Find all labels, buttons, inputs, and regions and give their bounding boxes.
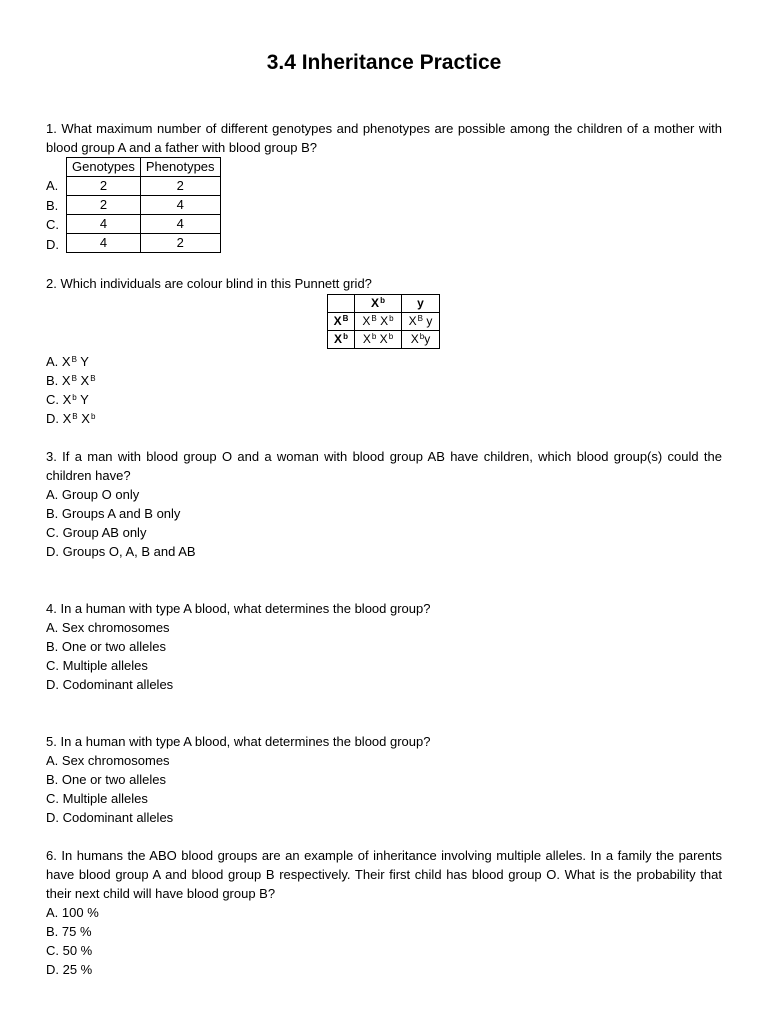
q5-option-c: C. Multiple alleles <box>46 791 148 806</box>
question-4 <box>46 599 722 694</box>
q1-cell-phenotypes: 2 <box>140 177 220 196</box>
punnett-row <box>328 331 440 349</box>
q1-cell-phenotypes: 4 <box>140 196 220 215</box>
question-6 <box>46 846 722 979</box>
q3-option-a: A. Group O only <box>46 487 140 502</box>
q1-letter-b: B. <box>46 197 59 213</box>
q1-cell-genotypes: 2 <box>67 177 141 196</box>
punnett-col-header: y <box>402 295 440 313</box>
punnett-cell: $X^B$ $X^b$ <box>355 313 402 331</box>
question-5-text: 5. In a human with type A blood, what determines the blood group? <box>46 734 431 749</box>
q6-option-a: A. 100 % <box>46 905 99 920</box>
question-2-text: 2. Which individuals are colour blind in this Punnett grid? <box>46 276 372 291</box>
table-row <box>67 215 221 234</box>
table-row <box>67 177 221 196</box>
punnett-cell: $X^B$ y <box>402 313 440 331</box>
q4-option-b: B. One or two alleles <box>46 639 166 654</box>
table-row <box>67 234 221 253</box>
punnett-row-header: $X^B$ <box>328 313 355 331</box>
q4-option-d: D. Codominant alleles <box>46 677 174 692</box>
q4-option-a: A. Sex chromosomes <box>46 620 170 635</box>
q2-option-a: A. $X^B$ Y <box>46 354 89 369</box>
q1-header-phenotypes: Phenotypes <box>140 158 220 177</box>
punnett-row <box>328 313 440 331</box>
q6-option-c: C. 50 % <box>46 943 93 958</box>
punnett-corner-cell <box>328 295 355 313</box>
punnett-cell: $X^by$ <box>402 331 440 349</box>
q1-letter-d: D. <box>46 236 59 252</box>
q3-option-c: C. Group AB only <box>46 525 147 540</box>
q1-table <box>66 157 221 253</box>
q5-option-b: B. One or two alleles <box>46 772 166 787</box>
page-title: 3.4 Inheritance Practice <box>266 51 502 74</box>
question-6-text: 6. In humans the ABO blood groups are an example of inheritance involving multiple alleles. In a family the parents have blood group A and blood group B respectively. Their first child has blood group O. What is the probability that their next child will have blood group B? <box>46 848 722 901</box>
q1-cell-genotypes: 4 <box>67 215 141 234</box>
question-5 <box>46 732 722 827</box>
q1-option-letters <box>46 176 66 254</box>
q2-option-d: D. $X^B$ $X^b$ <box>46 411 96 426</box>
q1-cell-genotypes: 2 <box>67 196 141 215</box>
punnett-col-header: $X^b$ <box>355 295 402 313</box>
punnett-header-row <box>328 295 440 313</box>
q6-option-b: B. 75 % <box>46 924 92 939</box>
punnett-cell: $X^b$ $X^b$ <box>355 331 402 349</box>
q2-option-b: B. $X^B$ $X^B$ <box>46 373 96 388</box>
punnett-grid <box>327 294 440 349</box>
question-1-text: 1. What maximum number of different genotypes and phenotypes are possible among the children of a mother with blood group A and a father with blood group B? <box>46 121 722 155</box>
table-row <box>67 196 221 215</box>
q1-letter-a: A. <box>46 178 59 193</box>
q3-option-d: D. Groups O, A, B and AB <box>46 544 196 559</box>
question-3-text: 3. If a man with blood group O and a woman with blood group AB have children, which blood group(s) could the children have? <box>46 449 722 483</box>
q1-letter-c: C. <box>46 217 59 232</box>
q1-table-header-row <box>67 158 221 177</box>
q1-cell-phenotypes: 4 <box>140 215 220 234</box>
q4-option-c: C. Multiple alleles <box>46 658 148 673</box>
question-3 <box>46 447 722 561</box>
question-2-options <box>46 352 722 428</box>
question-4-text: 4. In a human with type A blood, what determines the blood group? <box>46 601 431 616</box>
punnett-row-header: $X^b$ <box>328 331 355 349</box>
q1-header-genotypes: Genotypes <box>67 158 141 177</box>
q1-cell-genotypes: 4 <box>67 234 141 253</box>
q2-option-c: C. $X^b$ Y <box>46 392 89 407</box>
q5-option-a: A. Sex chromosomes <box>46 753 170 768</box>
q5-option-d: D. Codominant alleles <box>46 810 174 825</box>
q1-cell-phenotypes: 2 <box>140 234 220 253</box>
q3-option-b: B. Groups A and B only <box>46 506 181 521</box>
q6-option-d: D. 25 % <box>46 962 93 977</box>
